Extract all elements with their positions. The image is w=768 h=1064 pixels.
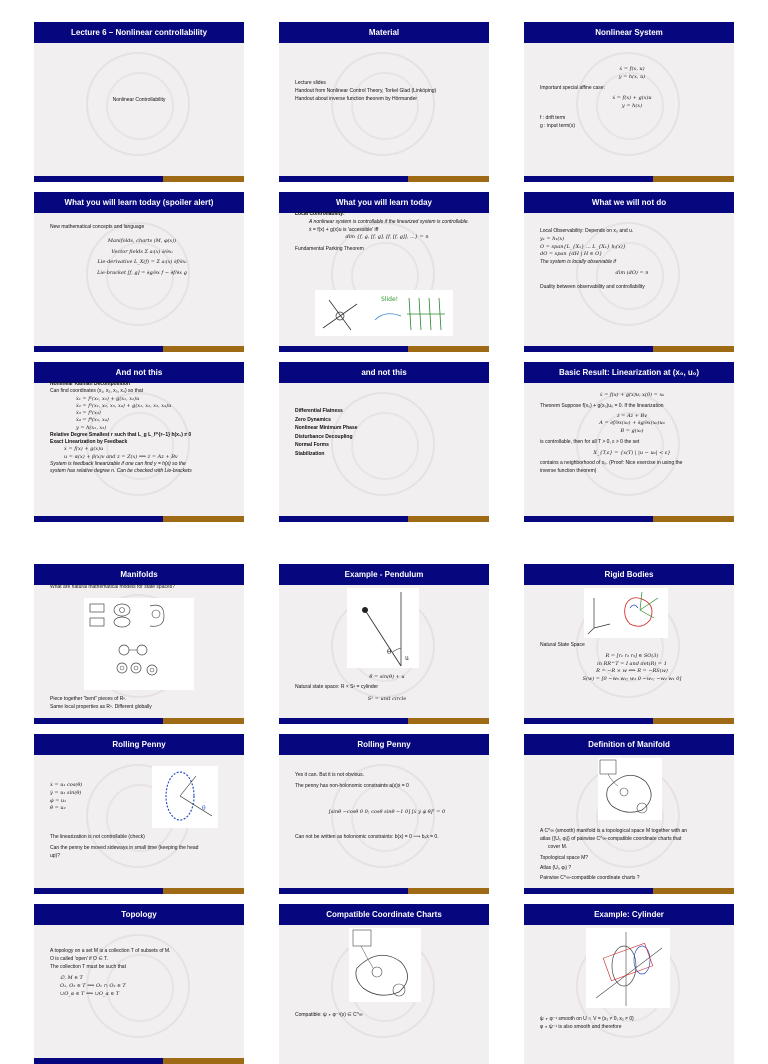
text-line: Important special affine case: [540,84,605,91]
equation: ẋ₄ = f⁴(x₃, x₄) [76,417,109,424]
equation: ẋ₂ = f²(x₁, x₂, x₃, x₄) + g(x₁, x₂, x₃, x₄)u [76,402,172,409]
text-line: What are natural mathematical models for state spaces? [50,584,176,590]
slide-title: Rigid Bodies [524,564,734,585]
slide-title: and not this [279,362,489,383]
text-line: Yes it can. But it is not obvious. [295,772,365,778]
equation: ż = Az + Bv [616,412,648,419]
equation: X_{T,ε} = {x(T) | |u − u₀| < ε} [593,449,671,456]
text-line: Local Observability: Depends on x₀ and u. [540,228,634,234]
equation: O = span{L_{X₁} ... L_{Xₖ} hⱼ(x)} [540,243,626,250]
slide-title: What you will learn today (spoiler alert) [34,192,244,213]
footer-bar-gold [163,1058,244,1064]
equation: dO = span {dH | H ∈ O} [540,251,603,258]
equation: dim (dO) = n [615,269,649,276]
text-line: Topological space M? [540,855,589,862]
text-line: φ ∘ ψ⁻¹ is also smooth and therefore [540,1023,622,1030]
equation: S¹ = unit circle [367,695,407,702]
footer-bar-blue [34,888,163,894]
footer-bar-gold [408,718,489,724]
text-line: contains a neighborhood of x₀. (Proof: Nice exercise in using the [540,460,683,467]
slide-11[interactable] [279,564,489,724]
slide-title: Lecture 6 – Nonlinear controllability [34,22,244,43]
slide-15[interactable] [524,734,734,894]
parking-figure [315,290,453,336]
slide-title: Rolling Penny [279,734,489,755]
footer-bar-gold [163,888,244,894]
text-line: Stabilization [295,450,325,457]
slide-2[interactable] [279,22,489,182]
charts-figure [349,928,421,1002]
text-line: is controllable, then for all T > 0, ε > 0 the set [540,438,640,445]
footer-bar-gold [408,888,489,894]
slide-title: And not this [34,362,244,383]
footer-bar-blue [524,888,653,894]
university-seal [331,52,435,156]
slide-14[interactable] [279,734,489,894]
slide-16[interactable] [34,904,244,1064]
cylinder-figure [586,928,670,1008]
text-line: Compatible: ψ ∘ φ⁻¹(x) ∈ C^∞ [295,1012,363,1018]
equation: S(w) = [0 −w₃ w₂; w₃ 0 −w₁; −w₂ w₁ 0] [582,676,682,682]
text-line: Duality between observability and controllability [540,283,645,290]
text-line: g : input term(s) [540,122,576,129]
footer-bar-blue [524,346,653,352]
text-line: Disturbance Decoupling [295,433,353,440]
equation: y = h(x, u) [618,73,646,80]
slide-title: Rolling Penny [34,734,244,755]
slide-7[interactable] [34,362,244,522]
text-line: f : drift term [540,114,566,121]
slide-title: Material [279,22,489,43]
manifolds-figure [84,598,194,690]
text-line: O is called 'open' if O ∈ T. [50,955,108,962]
text-line: The linearization is not controllable (check) [50,834,145,840]
text-line: A nonlinear system is controllable if the linearized system is controllable. [309,218,469,225]
footer-bar-gold [163,516,244,522]
text-line: Piece together "bent" pieces of Rⁿ. [50,696,127,702]
equation: R = [r₁ r₂ r₃] ∈ SO(3) [605,652,659,659]
equation: in RR^T = I and det(R) = 1 [597,660,667,667]
equation: ẋ = f(x) + g(x)u [64,446,104,453]
svg-text:θ: θ [387,648,392,656]
equation: ẋ₁ = f¹(x₁, x₂) + g(x₁, x₂)u [76,395,140,402]
equation: [sinθ −cosθ 0 0; cosθ sinθ −1 0] [ẋ ẏ φ̇ θ̇]ᵀ = 0 [328,808,446,815]
footer-bar-gold [653,516,734,522]
text-line: Handout from Nonlinear Control Theory, Torkel Glad (Linköping) [295,87,437,94]
equation: y = h(x₁, x₃) [76,424,107,431]
list-item: O₁, O₂ ∈ T ⟹ O₁ ∩ O₂ ∈ T [60,983,126,989]
slide-18[interactable] [524,904,734,1064]
equation: Vector fields Σ aᵢ(x) ∂/∂xᵢ [111,248,173,255]
footer-bar-blue [279,346,408,352]
slide-6[interactable] [524,192,734,352]
footer-bar-gold [163,718,244,724]
footer-bar-gold [408,346,489,352]
footer-bar-blue [34,718,163,724]
equation: y = h(x) [621,103,643,109]
equation: φ̇ = u₁ [50,797,67,804]
slide-title: Nonlinear System [524,22,734,43]
footer-bar-blue [34,176,163,182]
text-line: The system is locally observable if [540,259,616,265]
footer-bar-blue [524,516,653,522]
equation: Manifolds, charts (M, φ(x)) [107,237,177,244]
text-line: Normal Forms [295,442,329,448]
footer-bar-gold [408,516,489,522]
slide-title: What you will learn today [279,192,489,213]
pendulum-figure [347,588,419,668]
equation: ẋ₃ = f³(x₃) [76,410,101,416]
text-line: Pairwise C^∞-compatible coordinate charts ? [540,874,640,881]
text-line: Can not be written as holonomic constraints: b(x) = 0 ⟹ bₓẋ = 0. [295,834,439,841]
footer-bar-gold [408,176,489,182]
equation: ẏ = u₁ sin(θ) [50,789,82,796]
slide-1[interactable] [34,22,244,182]
list-item: ∅, M ∈ T [60,975,83,982]
equation: ẋ = f(x, u) [619,66,645,72]
equation: Lie-derivative L_X(f) = Σ aᵢ(x) ∂f/∂xᵢ [97,259,187,266]
slide-5[interactable] [279,192,489,352]
equation: y₁ = h₁(x) [540,235,565,242]
text-line: Local Controllability: [295,211,345,217]
slide-8[interactable] [279,362,489,522]
text-line: Nonlinear Minimum Phase [295,425,358,431]
footer-bar-gold [653,176,734,182]
text-line: The collection T must be such that [50,963,126,970]
slide-10[interactable] [34,564,244,724]
figure-label: Slide! [381,296,399,303]
footer-bar-gold [163,176,244,182]
text-line: Natural state space: R × S¹ = cylinder [295,683,379,690]
text-line: A topology on a set M is a collection T of subsets of M. [50,948,171,954]
slide-13[interactable] [34,734,244,894]
text-line: Nonlinear Kalman Decomposition [50,381,131,387]
equation: B = g(x₀) [620,428,644,434]
equation: Lie-bracket [f, g] = ∂g/∂x f − ∂f/∂x g [97,270,187,276]
slide-3[interactable] [524,22,734,182]
equation: dim {f, g, [f, g], [f, [f, g]], ...} = n [345,234,429,241]
slide-title: Compatible Coordinate Charts [279,904,489,925]
rolling-penny-figure [152,766,218,828]
footer-bar-blue [524,718,653,724]
text-line: Can the penny be moved sideways in small time (keeping the head [50,844,199,851]
equation: ẋ = f(x) + g(x)u, x(0) = x₀ [599,392,665,398]
text-line: up)? [50,852,61,859]
footer-bar-gold [653,346,734,352]
svg-text:θ: θ [202,805,206,812]
footer-bar-blue [524,176,653,182]
footer-bar-gold [653,718,734,724]
equation: θ̇ = u₂ [50,805,66,812]
university-seal [86,52,190,156]
text-line: ψ ∘ φ⁻¹ smooth on U ∩ V = {x₂ ≠ 0, x₂ ≠ 0} [540,1016,634,1022]
text-line: New mathematical concepts and language [50,224,145,230]
text-line: Theorem Suppose f(x₀) + g(x₀)u₀ = 0. If the linearization [540,402,664,409]
footer-bar-blue [34,516,163,522]
text-line: Relative Degree Smallest r such that L_g L_f^{r−1} h(x₀) ≠ 0 [50,431,192,438]
slide-title: Example - Pendulum [279,564,489,585]
text-line: Fundamental Parking Theorem [295,246,364,252]
svg-text:u: u [405,655,409,662]
footer-bar-blue [279,176,408,182]
text-line: Atlas (Uᵢ, φᵢ) ? [540,865,572,871]
equation: Ṙ = −R × w ⟺ Ṙ = −RS(w) [596,668,668,675]
equation: ẋ = u₁ cos(θ) [50,782,83,788]
slide-17[interactable] [279,904,489,1064]
slide-title: Manifolds [34,564,244,585]
text-line: Lecture slides [295,80,326,86]
text-line: system has relative degree n. Can be checked with Lie-brackets [50,468,192,474]
slide-9[interactable] [524,362,734,522]
slide-12[interactable] [524,564,734,724]
manifold-figure [598,758,662,820]
slide-title: What we will not do [524,192,734,213]
text-line: Zero Dynamics [295,416,331,423]
rigid-body-figure [584,588,668,638]
slide-text: Nonlinear Controllability [112,97,166,103]
equation: u = α(x) + β(x)v and z = Z(x) ⟹ ż = Az + Bv [64,453,178,460]
footer-bar-blue [279,888,408,894]
text-line: cover M. [548,843,568,850]
equation: θ̈ = sin(θ) + u [369,674,405,680]
equation: ẋ = f(x) + g(x)u [612,95,652,102]
text-line: ẋ = f(x) + g(x)u is 'accessible' iff [309,226,379,233]
footer-bar-blue [279,516,408,522]
equation: A = ∂f/∂x(x₀) + ∂g/∂x(x₀)u₀ [599,420,665,427]
slide-title: Example: Cylinder [524,904,734,925]
text-line: System is feedback linearizable if one can find y = h(x) so the [50,460,186,467]
slide-title: Topology [34,904,244,925]
text-line: The penny has non-holonomic constraints a(x)ẋ = 0 [295,782,409,789]
slide-4[interactable] [34,192,244,352]
text-line: Same local properties as Rⁿ. Different globally [50,703,152,710]
text-line: Handout about inverse function theorem by Hörmander [295,95,418,102]
footer-bar-gold [653,888,734,894]
text-line: Natural State Space [540,642,585,648]
text-line: atlas {(Uᵢ, φᵢ)} of pairwise C^∞-compatible coordinate charts that [540,835,682,842]
text-line: inverse function theorem) [540,468,597,474]
slide-title: Basic Result: Linearization at (x₀, u₀) [524,362,734,383]
footer-bar-blue [279,718,408,724]
text-line: Can find coordinates (x₁, x₂, x₃, x₄) so that [50,388,144,395]
footer-bar-blue [34,346,163,352]
footer-bar-blue [34,1058,163,1064]
text-line: Differential Flatness [295,408,343,414]
list-item: ∪O_α ∈ T ⟹ ∪O_α ∈ T [60,990,120,997]
footer-bar-gold [163,346,244,352]
text-line: A C^∞ (smooth) manifold is a topological space M together with an [540,828,688,834]
text-line: Exact Linearization by Feedback [50,439,128,445]
slide-title: Definition of Manifold [524,734,734,755]
